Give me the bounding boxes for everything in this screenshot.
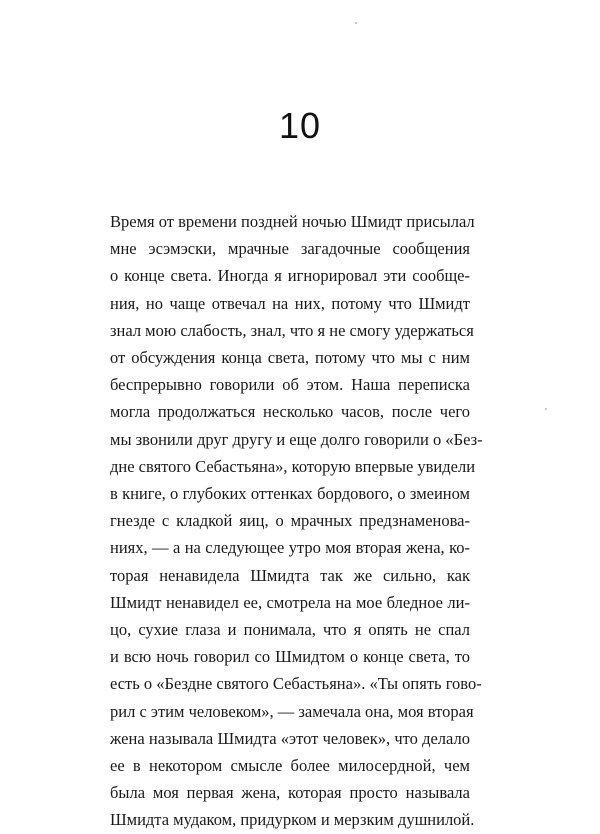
text-line: в книге, о глубоких оттенках бордового, о змеином [110, 484, 470, 504]
text-line: Шмидт ненавидел ее, смотрела на мое бледное ли- [110, 592, 470, 612]
text-line: мы звонили друг другу и еще долго говорили о «Без- [110, 429, 483, 449]
text-line: была моя первая жена, которая просто называла [110, 783, 470, 803]
text-line: беспрерывно говорили об этом. Наша переписка [110, 375, 470, 395]
page-speck [545, 408, 547, 410]
chapter-body-text [110, 208, 483, 834]
text-line: могла продолжаться несколько часов, после чего [110, 402, 470, 422]
text-line: есть о «Бездне святого Себастьяна». «Ты опять гово- [110, 674, 482, 694]
text-line: торая ненавидела Шмидта так же сильно, как [110, 565, 470, 585]
text-line: гнезде с кладкой яиц, о мрачных предзнаменова- [110, 511, 470, 531]
chapter-number: 10 [278, 105, 322, 146]
text-line: от обсуждения конца света, потому что мы с ним [110, 348, 470, 368]
text-line: ниях, — а на следующее утро моя вторая жена, ко- [110, 538, 470, 558]
page-speck [355, 22, 357, 24]
text-line: знал мою слабость, знал, что я не смогу удержаться [110, 320, 474, 340]
text-line: ния, но чаще отвечал на них, потому что Шмидт [110, 293, 470, 313]
text-line: дне святого Себастьяна», которую впервые увидели [110, 456, 476, 476]
text-line: о конце света. Иногда я игнорировал эти сообще- [110, 266, 470, 286]
text-line: цо, сухие глаза и понимала, что я опять не спал [110, 620, 470, 640]
text-line: Шмидта мудаком, придурком и мерзким душнилой. [110, 810, 475, 830]
text-line: мне эсэмэски, мрачные загадочные сообщения [110, 239, 470, 259]
text-line: ее в некотором смысле более милосердной, чем [110, 756, 470, 776]
text-line: рил с этим человеком», — замечала она, моя вторая [110, 701, 474, 721]
text-line: и всю ночь говорил со Шмидтом о конце света, то [110, 647, 470, 667]
text-line: Время от времени поздней ночью Шмидт присылал [110, 212, 475, 231]
text-line: жена называла Шмидта «этот человек», что делало [110, 728, 470, 748]
